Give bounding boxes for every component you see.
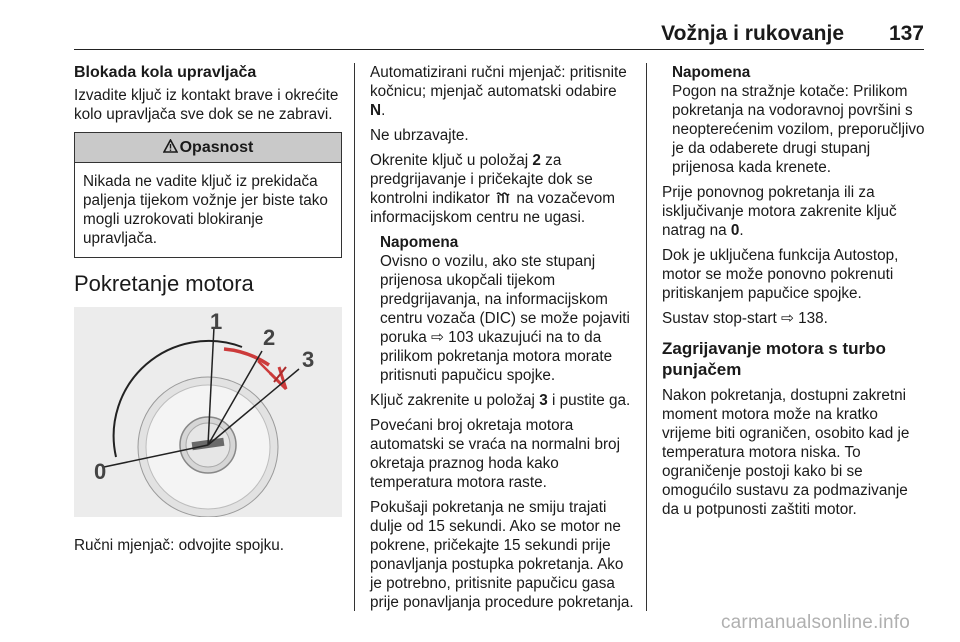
- figure-caption: Ručni mjenjač: odvojite spojku.: [74, 537, 285, 554]
- steering-lock-heading: Blokada kola upravljača: [74, 64, 257, 81]
- engine-start-heading: Pokretanje motora: [74, 271, 254, 296]
- paragraph: Prije ponovnog pokretanja ili za isključivanje motora zakrenite ključ natrag na 0.: [662, 184, 897, 239]
- note-block: [370, 233, 634, 385]
- header-divider: [74, 49, 924, 50]
- watermark: carmanualsonline.info: [720, 612, 910, 633]
- danger-box-text: Nikada ne vadite ključ iz prekidača paljenja tijekom vožnje jer biste tako mogli uzrokovati blokiranje upravljača.: [83, 173, 328, 247]
- danger-box-title: Opasnost: [179, 139, 254, 156]
- page-ref-arrow-icon: ⇨: [781, 310, 799, 327]
- note-text: Ovisno o vozilu, ako ste stupanj prijenosa ukopčali tijekom predgrijavanja, na informacijskom centru vozača (DIC) se može pojaviti poruka ⇨ 103 ukazujući na to da prilikom pokretanja motora morate pritisnuti papučicu spojke.: [380, 253, 630, 384]
- column-divider: [646, 63, 647, 611]
- column-1: [74, 63, 342, 561]
- warning-triangle-icon: [163, 139, 178, 153]
- glow-plug-indicator-icon: [494, 191, 512, 204]
- paragraph: Dok je uključena funkcija Autostop, motor se može ponovno pokrenuti pritiskanjem papučice spojke.: [662, 247, 899, 302]
- page-header-title: Vožnja i rukovanje: [661, 22, 844, 45]
- position-label-3: 3: [302, 347, 315, 372]
- danger-box: [74, 132, 342, 258]
- page-number: 137: [888, 22, 924, 45]
- danger-box-header: [75, 133, 341, 163]
- steering-lock-text: Izvadite ključ iz kontakt brave i okrećite kolo upravljača sve dok se ne zabravi.: [74, 87, 339, 123]
- column-divider: [354, 63, 355, 611]
- page-ref-arrow-icon: ⇨: [431, 329, 449, 346]
- paragraph: Nakon pokretanja, dostupni zakretni moment motora može na kratko vrijeme biti ograničen, osobito kad je temperatura motora niska. To ograničenje postoji kako bi se omogućilo sustavu za podmazivanje da u potpunosti zaštiti motor.: [662, 387, 910, 518]
- note-title: Napomena: [672, 64, 751, 81]
- turbo-warmup-heading: Zagrijavanje motora s turbo punjačem: [662, 339, 886, 379]
- paragraph: Ključ zakrenite u položaj 3 i pustite ga.: [370, 392, 631, 409]
- paragraph: Sustav stop-start ⇨ 138.: [662, 310, 828, 327]
- paragraph: Okrenite ključ u položaj 2 za predgrijavanje i pričekajte dok se kontrolni indikator na vozačevom informacijskom centru ne ugasi.: [370, 152, 616, 226]
- position-label-1: 1: [210, 309, 223, 334]
- note-title: Napomena: [380, 234, 459, 251]
- position-label-0: 0: [94, 459, 107, 484]
- paragraph: Pokušaji pokretanja ne smiju trajati dulje od 15 sekundi. Ako se motor ne pokrene, pričekajte 15 sekundi prije ponavljanja postupka pokretanja. Ako je potrebno, pritisnite papučicu gasa prije ponavljanja procedure pokretanja.: [370, 499, 634, 611]
- note-block: [662, 63, 926, 177]
- paragraph: Povećani broj okretaja motora automatski se vraća na normalni broj okretaja praznog hoda kako temperatura motora raste.: [370, 417, 620, 491]
- column-3: [662, 63, 926, 525]
- ignition-switch-figure: [74, 307, 342, 517]
- paragraph: Ne ubrzavajte.: [370, 127, 469, 144]
- paragraph: Automatizirani ručni mjenjač: pritisnite kočnicu; mjenjač automatski odabire N.: [370, 64, 627, 119]
- note-text: Pogon na stražnje kotače: Prilikom pokretanja na vodoravnoj površini s neopterećenim vozilom, preporučljivo je da odaberete drugi stupanj prijenosa kada krenete.: [672, 83, 925, 176]
- column-2: [370, 63, 634, 618]
- position-label-2: 2: [263, 325, 276, 350]
